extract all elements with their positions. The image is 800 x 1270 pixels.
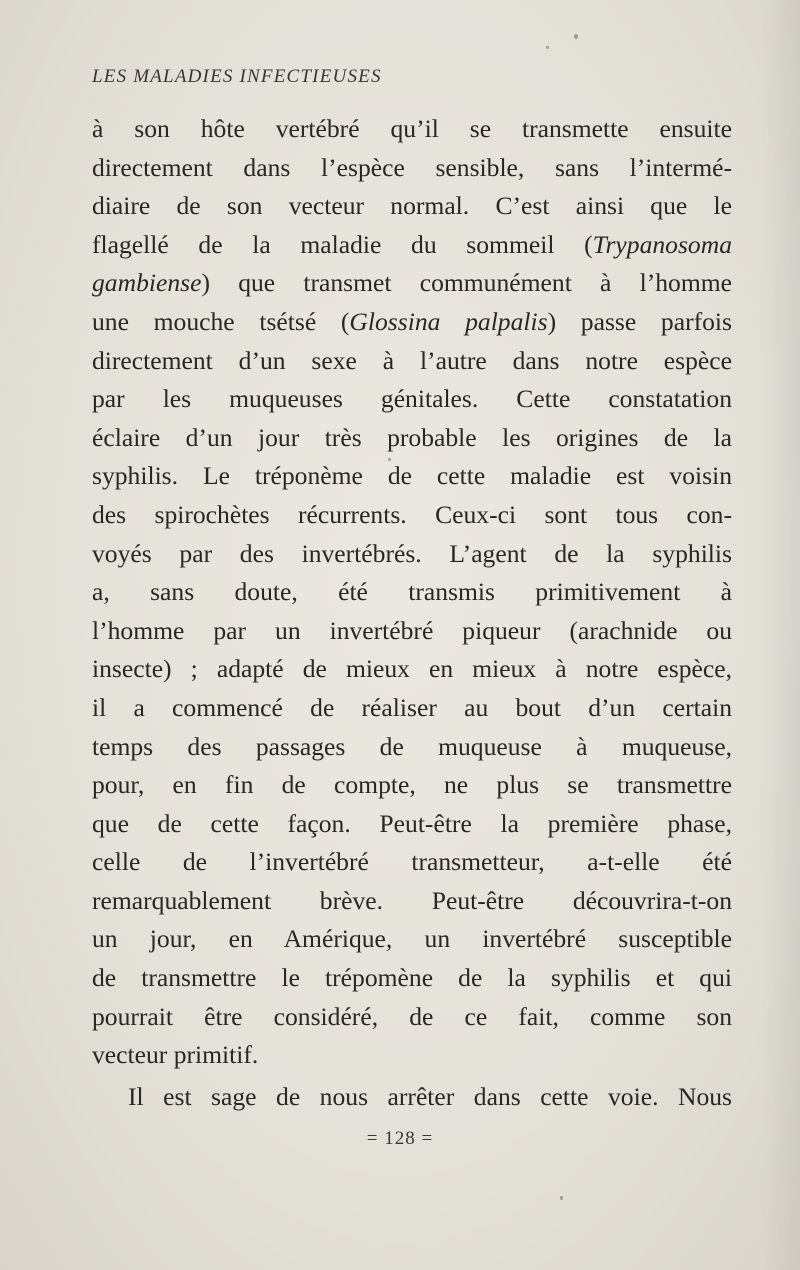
text-line: remarquablement brève. Peut-être découvrira-t-on <box>92 885 732 915</box>
text-line: directement d’un sexe à l’autre dans notre espèce <box>92 345 732 375</box>
text-line <box>92 264 732 303</box>
text-line: celle de l’invertébré transmetteur, a-t-elle été <box>92 847 732 877</box>
paragraph-last-line: vecteur primitif. <box>92 1040 259 1070</box>
text-line: pourrait être considéré, de ce fait, comme son <box>92 1001 732 1031</box>
body-text <box>92 110 732 1116</box>
text-line: par les muqueuses génitales. Cette constatation <box>92 384 732 414</box>
paper-speck <box>574 34 578 39</box>
text-line: pour, en fin de compte, ne plus se transmettre <box>92 770 732 800</box>
text-line: insecte) ; adapté de mieux en mieux à notre espèce, <box>92 654 732 684</box>
text-line: que de cette façon. Peut-être la première phase, <box>92 808 732 838</box>
text-line: temps des passages de muqueuse à muqueuse, <box>92 731 732 761</box>
text-line: éclaire d’un jour très probable les origines de la <box>92 422 732 452</box>
text-line <box>92 226 732 265</box>
text-line: à son hôte vertébré qu’il se transmette ensuite <box>92 114 732 143</box>
text-line: directement dans l’espèce sensible, sans l’intermé- <box>92 152 732 182</box>
text-line: diaire de son vecteur normal. C’est ainsi que le <box>92 191 732 221</box>
italic-species-name: gambiense <box>92 268 202 298</box>
text-line: il a commencé de réaliser au bout d’un certain <box>92 692 732 722</box>
text-line: voyés par des invertébrés. L’agent de la syphilis <box>92 538 732 568</box>
text-run: flagellé de la maladie du sommeil ( <box>92 229 593 259</box>
paper-speck <box>560 1196 563 1200</box>
text-run: ) passe parfois <box>547 306 732 336</box>
page-number: = 128 = <box>366 1128 434 1149</box>
text-line: de transmettre le trépomène de la syphilis et qui <box>92 963 732 993</box>
text-line: syphilis. Le tréponème de cette maladie est voisin <box>92 461 732 491</box>
running-head: LES MALADIES INFECTIEUSES <box>92 66 382 87</box>
text-run: ) que transmet communément à l’homme <box>201 268 732 298</box>
text-line <box>92 303 732 342</box>
italic-species-name: Glossina palpalis <box>349 306 548 336</box>
page-edge-shadow <box>760 0 800 1270</box>
text-line: l’homme par un invertébré piqueur (arachnide ou <box>92 615 732 645</box>
paper-speck <box>546 46 549 49</box>
paragraph-first-line: Il est sage de nous arrêter dans cette voie. Nous <box>128 1081 732 1111</box>
text-line: des spirochètes récurrents. Ceux-ci sont tous con- <box>92 499 732 529</box>
text-run: une mouche tsétsé ( <box>92 306 350 336</box>
text-line: a, sans doute, été transmis primitivement à <box>92 577 732 607</box>
italic-species-name: Trypanosoma <box>592 229 732 259</box>
text-line: un jour, en Amérique, un invertébré susceptible <box>92 924 732 954</box>
